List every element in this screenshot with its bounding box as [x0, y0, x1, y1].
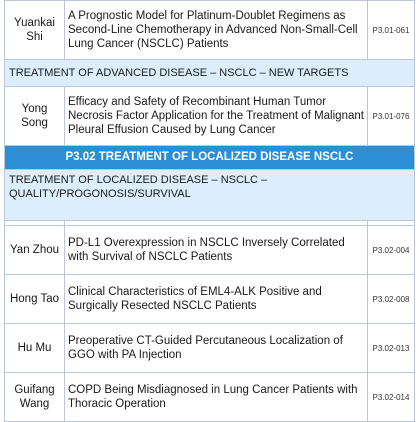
section-title: TREATMENT OF ADVANCED DISEASE – NSCLC – NEW TARGETS	[5, 60, 415, 87]
table-row	[5, 1, 415, 60]
paper-title: Preoperative CT-Guided Percutaneous Localization of GGO with PA Injection	[65, 324, 368, 373]
paper-title: PD-L1 Overexpression in NSCLC Inversely Correlated with Survival of NSCLC Patients	[65, 226, 368, 275]
author-name: Guifang Wang	[5, 373, 65, 422]
paper-title: COPD Being Misdiagnosed in Lung Cancer Patients with Thoracic Operation	[65, 373, 368, 422]
section-row	[5, 170, 415, 221]
session-row	[5, 146, 415, 170]
section-row	[5, 60, 415, 87]
section-title: TREATMENT OF LOCALIZED DISEASE – NSCLC – QUALITY/PROGONOSIS/SURVIVAL	[5, 170, 415, 221]
table-row	[5, 275, 415, 324]
paper-title: Efficacy and Safety of Recombinant Human Tumor Necrosis Factor Application for the Treatment of Malignant Pleural Effusion Caused by Lung Cancer	[65, 87, 368, 146]
session-title: P3.02 TREATMENT OF LOCALIZED DISEASE NSCLC	[5, 146, 415, 170]
table-row	[5, 87, 415, 146]
author-name: Hu Mu	[5, 324, 65, 373]
author-name: Yong Song	[5, 87, 65, 146]
table-row	[5, 373, 415, 422]
author-name: Yan Zhou	[5, 226, 65, 275]
poster-code: P3.02-014	[368, 373, 415, 422]
poster-code: P3.01-076	[368, 87, 415, 146]
poster-code: P3.02-013	[368, 324, 415, 373]
paper-title: Clinical Characteristics of EML4-ALK Positive and Surgically Resected NSCLC Patients	[65, 275, 368, 324]
poster-code: P3.02-004	[368, 226, 415, 275]
paper-title: A Prognostic Model for Platinum-Doublet Regimens as Second-Line Chemotherapy in Advanced Non-Small-Cell Lung Cancer (NSCLC) Patients	[65, 1, 368, 60]
author-name: Yuankai Shi	[5, 1, 65, 60]
table-row	[5, 324, 415, 373]
author-name: Hong Tao	[5, 275, 65, 324]
table-row	[5, 226, 415, 275]
poster-code: P3.02-008	[368, 275, 415, 324]
poster-code: P3.01-061	[368, 1, 415, 60]
abstract-table	[4, 0, 415, 422]
